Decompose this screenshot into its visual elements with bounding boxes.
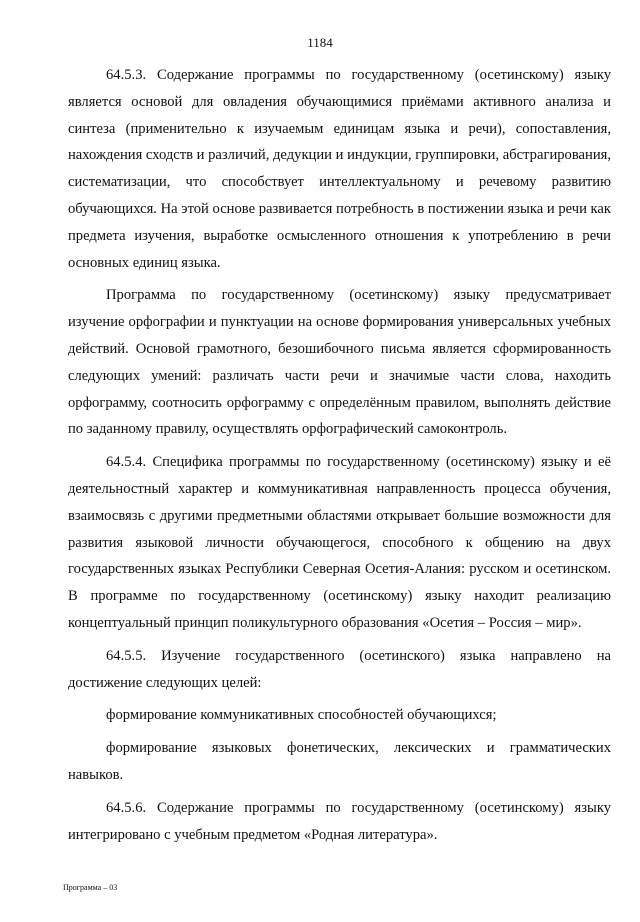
goal-item-communicative: формирование коммуникативных способностей обучающихся; <box>106 707 497 724</box>
footer-label: Программа – 03 <box>63 883 118 892</box>
goal-item-language-skills: формирование языковых фонетических, лексических и грамматических навыков. <box>68 740 611 783</box>
paragraph-64-5-3: 64.5.3. Содержание программы по государственному (осетинскому) языку является основой для овладения обучающимися приёмами активного анализа и синтеза (применительно к изучаемым единицам языка и речи), сопоставления, нахождения сходств и различий, дедукции и индукции, группировки, абстрагирования, систематизации, что способствует интеллектуальному и речевому развитию обучающихся. На этой основе развивается потребность в постижении языка и речи как предмета изучения, выработке осмысленного отношения к употреблению в речи основных единиц языка. <box>68 67 611 271</box>
page-number: 1184 <box>307 35 333 50</box>
document-body <box>68 62 611 854</box>
paragraph-64-5-5: 64.5.5. Изучение государственного (осетинского) языка направлено на достижение следующих целей: <box>68 647 611 691</box>
paragraph-64-5-4: 64.5.4. Специфика программы по государственному (осетинскому) языку и её деятельностный характер и коммуникативная направленность процесса обучения, взаимосвязь с другими предметными областями открывает большие возможности для развития языковой личности обучающегося, способного к общению на двух государственных языках Республики Северная Осетия-Алания: русском и осетинском. В программе по государственному (осетинскому) языку находит реализацию концептуальный принцип поликультурного образования «Осетия – Россия – мир». <box>68 454 611 631</box>
paragraph-program-spelling: Программа по государственному (осетинскому) языку предусматривает изучение орфографии и пунктуации на основе формирования универсальных учебных действий. Основой грамотного, безошибочного письма является сформированность следующих умений: различать части речи и значимые части слова, находить орфограмму, соотносить орфограмму с определённым правилом, выполнять действие по заданному правилу, осуществлять орфографический самоконтроль. <box>68 287 611 438</box>
paragraph-64-5-6: 64.5.6. Содержание программы по государственному (осетинскому) языку интегрировано с учебным предметом «Родная литература». <box>68 799 611 843</box>
